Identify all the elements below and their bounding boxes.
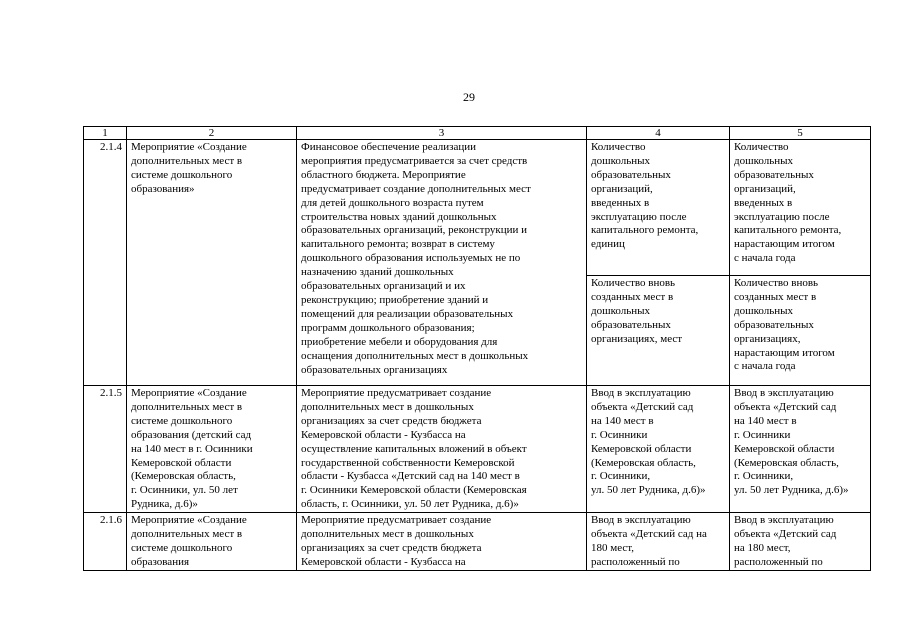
row-number: 2.1.5 — [84, 386, 127, 513]
event-name: Мероприятие «Создание дополнительных мест в системе дошкольного образования (детский сад на 140 мест в г. Осинники Кемеровской области (Кемеровская область, г. Осинники, ул. 50 лет Рудника, д.6)» — [127, 386, 297, 513]
column-header: 5 — [730, 127, 871, 140]
event-description: Мероприятие предусматривает создание дополнительных мест в дошкольных организациях за счет средств бюджета Кемеровской области - Кузбасса на осуществление капитальных вложений в объект государственной собственности Кемеровской области - Кузбасса «Детский сад на 140 мест в г. Осинники Кемеровской области (Кемеровская область, г. Осинники, ул. 50 лет Рудника, д.6)» — [297, 386, 587, 513]
row-number: 2.1.6 — [84, 513, 127, 571]
table-row — [84, 140, 871, 276]
column-header: 3 — [297, 127, 587, 140]
indicator-name: Ввод в эксплуатацию объекта «Детский сад на 140 мест в г. Осинники Кемеровской области (Кемеровская область, г. Осинники, ул. 50 лет Рудника, д.6)» — [587, 386, 730, 513]
event-name: Мероприятие «Создание дополнительных мест в системе дошкольного образования — [131, 514, 247, 568]
calculation-method: Количество дошкольных образовательных организаций, введенных в эксплуатацию после капитального ремонта, нарастающим итогом с начала года — [730, 140, 871, 276]
measures-table — [83, 126, 871, 571]
column-header: 1 — [84, 127, 127, 140]
event-name: Мероприятие «Создание дополнительных мест в системе дошкольного образования» — [127, 140, 297, 386]
calculation-method: Ввод в эксплуатацию объекта «Детский сад на 140 мест в г. Осинники Кемеровской области (Кемеровская область, г. Осинники, ул. 50 лет Рудника, д.6)» — [730, 386, 871, 513]
column-header: 2 — [127, 127, 297, 140]
event-description: Мероприятие предусматривает создание дополнительных мест в дошкольных организациях за счет средств бюджета Кемеровской области - Кузбасса на — [301, 514, 492, 568]
row-number: 2.1.4 — [84, 140, 127, 386]
table-header-row — [84, 127, 871, 140]
calculation-method: Ввод в эксплуатацию объекта «Детский сад на 180 мест, расположенный по — [734, 514, 837, 568]
indicator-name: Количество вновь созданных мест в дошкольных образовательных организациях, мест — [587, 276, 730, 386]
table-row — [84, 386, 871, 513]
column-header: 4 — [587, 127, 730, 140]
table-row — [84, 513, 871, 571]
indicator-name: Ввод в эксплуатацию объекта «Детский сад на 180 мест, расположенный по — [591, 514, 707, 568]
page-number: 29 — [463, 90, 475, 104]
calculation-method: Количество вновь созданных мест в дошкольных образовательных организациях, нарастающим итогом с начала года — [730, 276, 871, 386]
event-description: Финансовое обеспечение реализации мероприятия предусматривается за счет средств областного бюджета. Мероприятие предусматривает создание дополнительных мест для детей дошкольного возраста путем строительства новых зданий дошкольных образовательных организаций, реконструкции и капитального ремонта; возврат в систему дошкольного образования используемых не по назначению зданий дошкольных образовательных организаций и их реконструкцию; приобретение зданий и помещений для реализации образовательных программ дошкольного образования; приобретение мебели и оборудования для оснащения дополнительных мест в дошкольных образовательных организациях — [297, 140, 587, 386]
indicator-name: Количество дошкольных образовательных организаций, введенных в эксплуатацию после капитального ремонта, единиц — [587, 140, 730, 276]
